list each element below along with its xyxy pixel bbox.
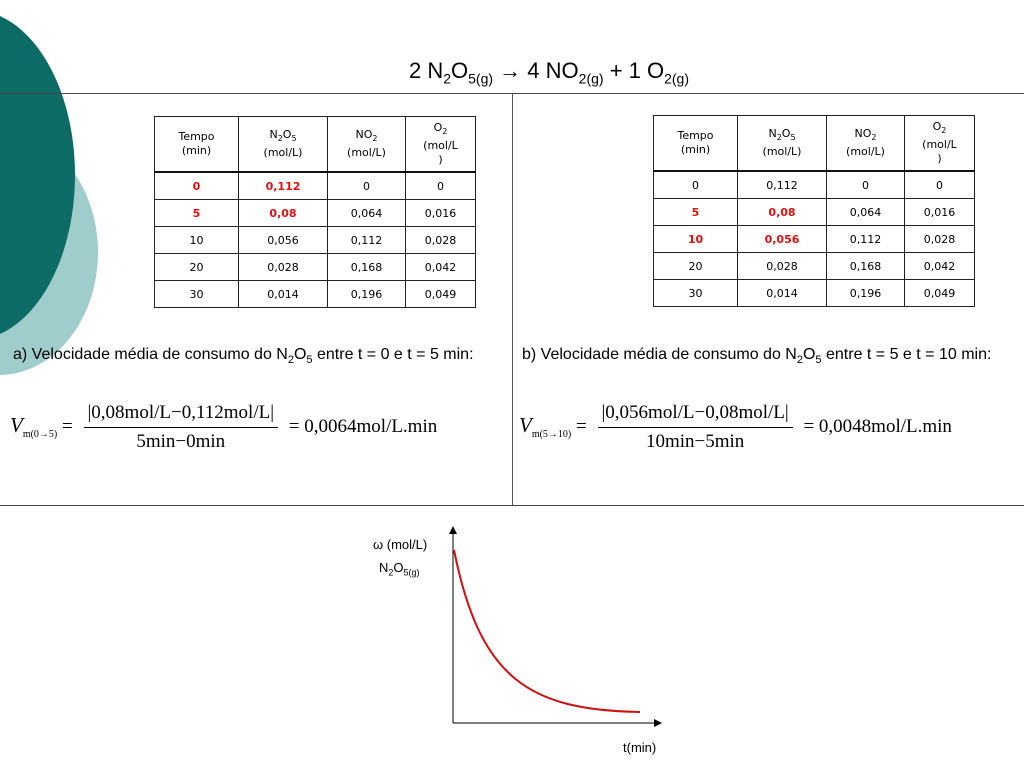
question-a-text: a) Velocidade média de consumo do $N_2O_5$ entre t = 0 e t = 5 min: [13, 346, 474, 367]
concentration-decay-curve [454, 550, 640, 712]
table-row: 30 0,014 0,196 0,049 [654, 280, 975, 307]
equation-b: $V_{m(5\to 10)}$ = $\frac{\text{|0,056mol/L−0,08mol/L|}}{10\min-5\min}$ = 0,0048mol/L.min [519, 402, 952, 452]
divider-vertical [512, 93, 513, 505]
equation-b-result: = 0,0048mol/L.min [803, 415, 952, 437]
header-no2: $NO_2$ (mol/L) [328, 117, 406, 173]
concentration-table-b [653, 115, 975, 307]
divider-bottom [0, 505, 1024, 506]
table-row: 5 0,08 0,064 0,016 [654, 199, 975, 226]
header-o2: $O_2$ (mol/L ) [905, 116, 975, 172]
table-row: 5 0,08 0,064 0,016 [155, 200, 476, 227]
table-header-row [155, 117, 476, 173]
header-no2: $NO_2$ (mol/L) [827, 116, 905, 172]
y-axis-label: ω (mol/L) [373, 537, 428, 552]
table-row: 20 0,028 0,168 0,042 [654, 253, 975, 280]
equation-a-result: = 0,0064mol/L.min [288, 415, 438, 437]
table-row: 10 0,056 0,112 0,028 [654, 226, 975, 253]
decay-graph [440, 520, 670, 730]
table-header-row [654, 116, 975, 172]
table-row: 0 0,112 0 0 [155, 172, 476, 200]
equation-a: $V_{m(0\to 5)}$ = $\frac{\text{|0,08mol/L−0,112mol/L|}}{5\min-0\min}$ = 0,0064mol/L.min [10, 402, 438, 452]
equation-a-fraction: $\frac{\text{|0,08mol/L−0,112mol/L|}}{5\min-0\min}$ [84, 402, 279, 453]
reaction-equation-title: 2 $N_2O_{5(g)} \to 4$ $NO_{2(g)} + 1$ $O_{2(g)}$ [408, 58, 690, 87]
arrow-icon: → [499, 58, 522, 83]
table-row: 20 0,028 0,168 0,042 [155, 254, 476, 281]
concentration-table-a [154, 116, 476, 308]
table-row: 0 0,112 0 0 [654, 171, 975, 199]
header-n2o5: $N_2O_5$ (mol/L) [738, 116, 827, 172]
header-n2o5: $N_2O_5$ (mol/L) [239, 117, 328, 173]
header-tempo: Tempo (min) [654, 116, 738, 172]
question-b-text: b) Velocidade média de consumo do $N_2O_5$ entre t = 5 e t = 10 min: [522, 346, 992, 367]
equation-b-fraction: $\frac{\text{|0,056mol/L−0,08mol/L|}}{10\min-5\min}$ [598, 402, 793, 453]
table-row: 10 0,056 0,112 0,028 [155, 227, 476, 254]
header-o2: $O_2$ (mol/L ) [406, 117, 476, 173]
table-row: 30 0,014 0,196 0,049 [155, 281, 476, 308]
header-tempo: Tempo (min) [155, 117, 239, 173]
species-label: $N_2O_{5(g)}$ [379, 560, 420, 578]
x-axis-label: t(min) [623, 740, 657, 755]
